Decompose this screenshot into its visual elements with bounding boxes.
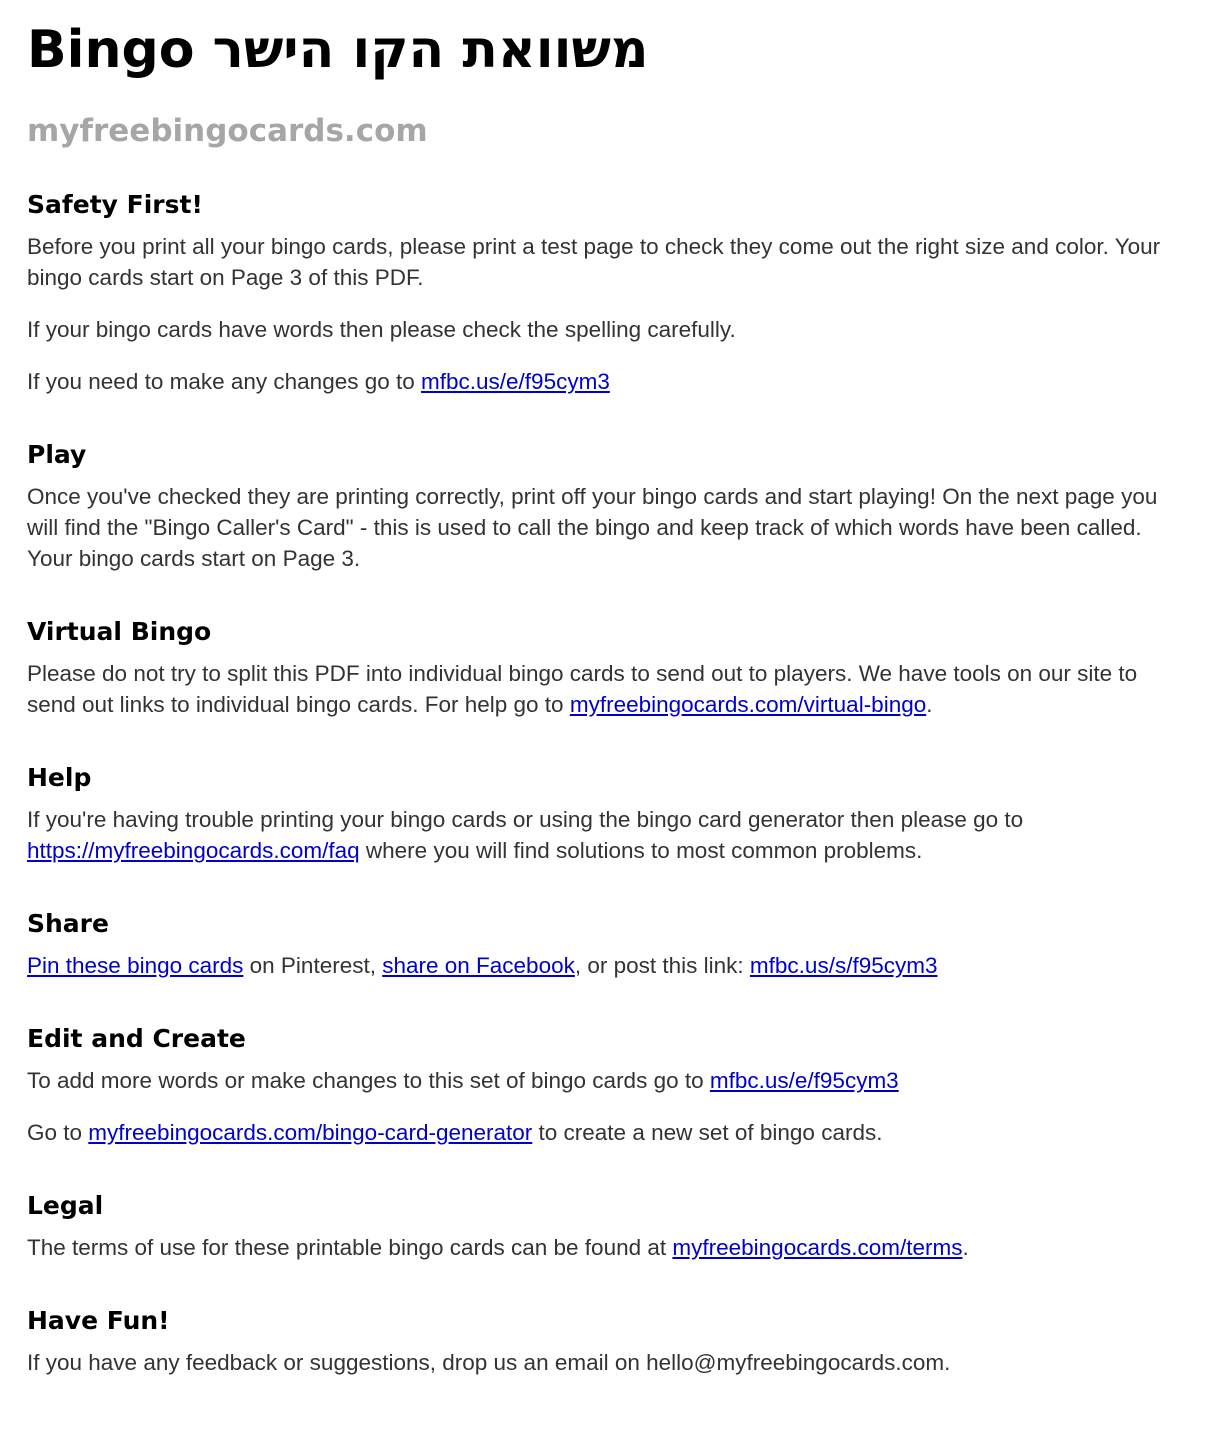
pinterest-link[interactable]: Pin these bingo cards (27, 953, 244, 978)
legal-text: The terms of use for these printable bingo cards can be found at (27, 1235, 673, 1260)
fun-paragraph: If you have any feedback or suggestions, drop us an email on hello@myfreebingocards.com. (27, 1350, 951, 1375)
share-text-1: on Pinterest, (243, 953, 383, 978)
safety-text: If you need to make any changes go to (27, 369, 422, 394)
section-help (27, 762, 1181, 866)
legal-text-end: . (962, 1235, 969, 1260)
section-share (27, 908, 1181, 981)
section-heading: Safety First! (27, 190, 203, 219)
section-heading: Play (27, 440, 87, 469)
help-paragraph (27, 804, 1181, 866)
create-text: Go to (27, 1120, 89, 1145)
terms-link[interactable]: myfreebingocards.com/terms (672, 1235, 963, 1260)
share-link[interactable]: mfbc.us/s/f95cym3 (749, 953, 938, 978)
section-heading: Legal (27, 1191, 104, 1220)
site-name: myfreebingocards.com (27, 113, 428, 149)
safety-paragraph-1: Before you print all your bingo cards, please print a test page to check they come out the right size and color. Your bingo cards start on Page 3 of this PDF. (27, 234, 1161, 290)
section-heading: Virtual Bingo (27, 617, 212, 646)
help-text: If you're having trouble printing your bingo cards or using the bingo card generator then please go to (27, 807, 1024, 832)
edit-text: To add more words or make changes to this set of bingo cards go to (27, 1068, 710, 1093)
virtual-text: Please do not try to split this PDF into individual bingo cards to send out to players. We have tools on our site to send out links to individual bingo cards. For help go to (27, 661, 1138, 717)
virtual-paragraph (27, 658, 1181, 720)
section-have-fun (27, 1305, 1181, 1378)
section-heading: Have Fun! (27, 1306, 170, 1335)
safety-paragraph-2: If your bingo cards have words then please check the spelling carefully. (27, 317, 736, 342)
generator-link[interactable]: myfreebingocards.com/bingo-card-generator (88, 1120, 533, 1145)
section-edit-and-create (27, 1023, 1181, 1148)
share-text-2: , or post this link: (574, 953, 750, 978)
share-paragraph (27, 950, 1181, 981)
edit-link[interactable]: mfbc.us/e/f95cym3 (421, 369, 610, 394)
section-legal (27, 1190, 1181, 1263)
section-heading: Edit and Create (27, 1024, 246, 1053)
help-text-end: where you will find solutions to most common problems. (359, 838, 923, 863)
page-title: Bingo משוואת הקו הישר (27, 20, 649, 80)
section-virtual-bingo (27, 616, 1181, 720)
section-heading: Help (27, 763, 92, 792)
edit-link[interactable]: mfbc.us/e/f95cym3 (709, 1068, 899, 1093)
play-paragraph: Once you've checked they are printing correctly, print off your bingo cards and start playing! On the next page you will find the "Bingo Caller's Card" - this is used to call the bingo and keep track of which words have been called. Your bingo cards start on Page 3. (27, 484, 1158, 571)
safety-paragraph-3 (27, 366, 1181, 397)
virtual-bingo-link[interactable]: myfreebingocards.com/virtual-bingo (569, 692, 927, 717)
legal-paragraph (27, 1232, 1181, 1263)
edit-paragraph-2 (27, 1117, 1181, 1148)
edit-paragraph-1 (27, 1065, 1181, 1096)
virtual-text-end: . (926, 692, 933, 717)
section-heading: Share (27, 909, 109, 938)
section-play (27, 439, 1181, 574)
section-safety-first (27, 189, 1181, 397)
create-text-end: to create a new set of bingo cards. (532, 1120, 883, 1145)
facebook-link[interactable]: share on Facebook (382, 953, 575, 978)
faq-link[interactable]: https://myfreebingocards.com/faq (27, 838, 360, 863)
